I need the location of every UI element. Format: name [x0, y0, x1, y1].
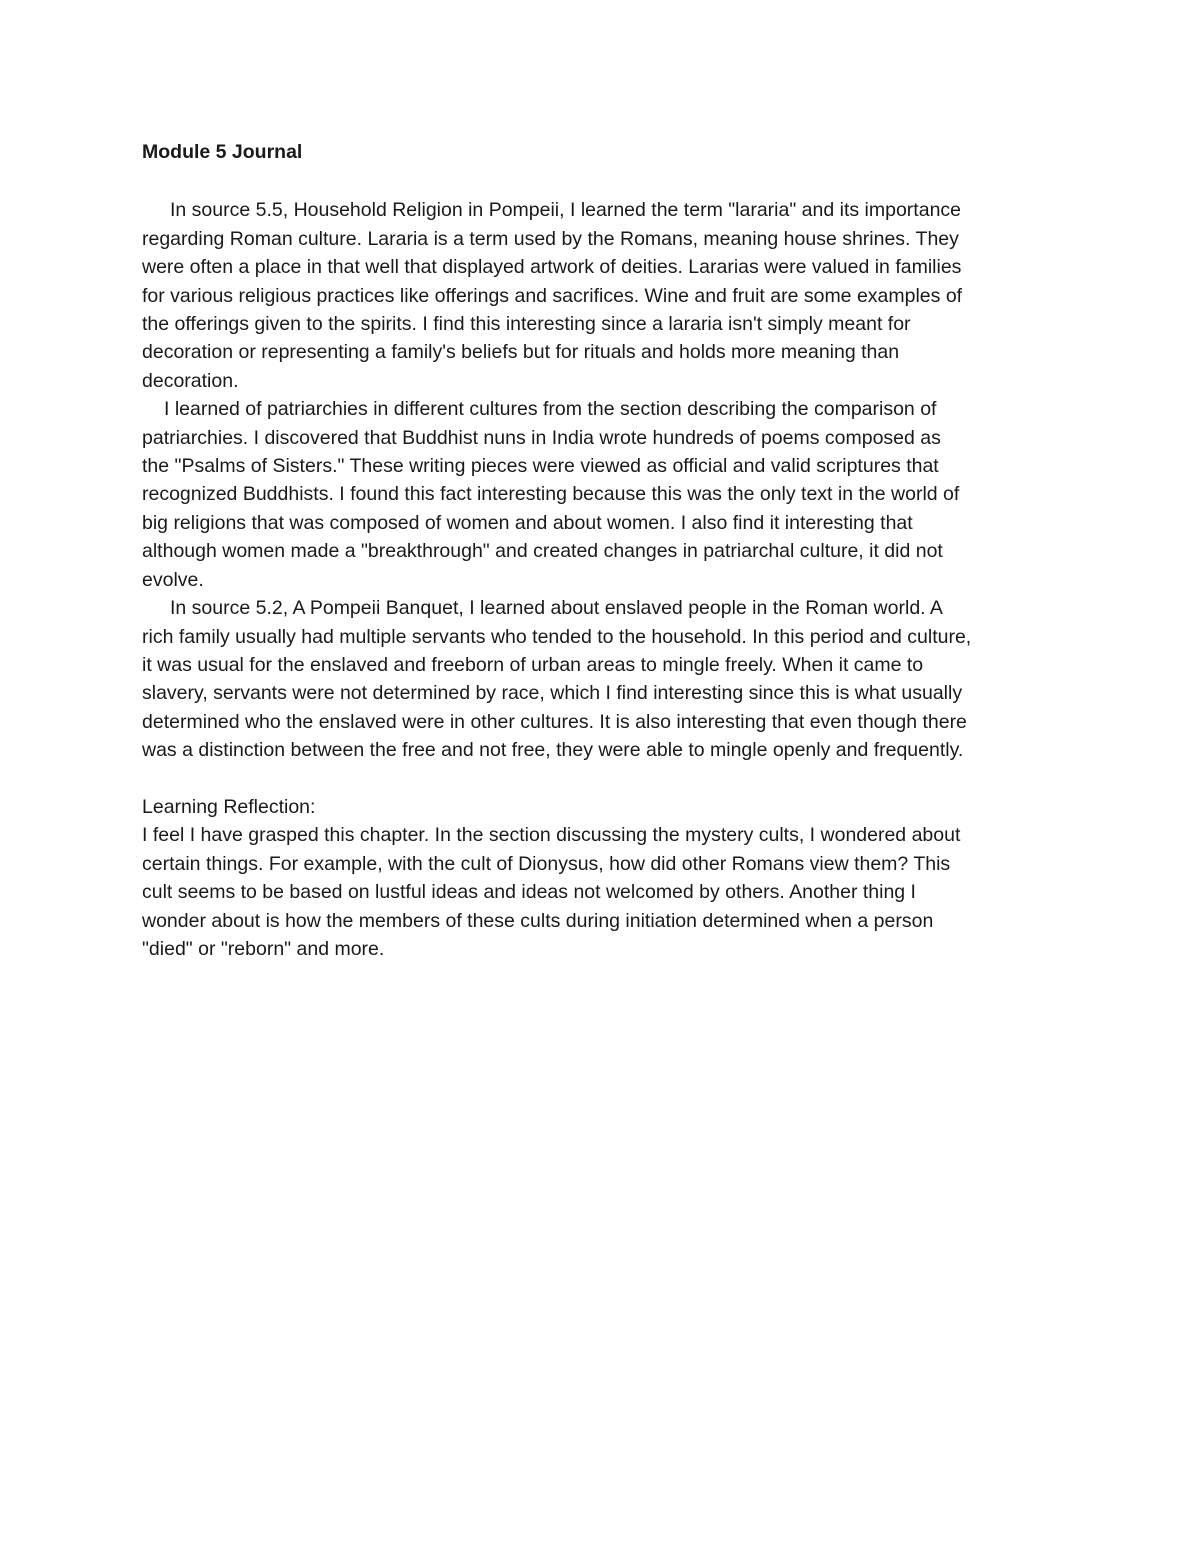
paragraph-line: determined who the enslaved were in other cultures. It is also interesting that even though there: [142, 710, 967, 733]
paragraph-line: rich family usually had multiple servants who tended to the household. In this period and culture,: [142, 625, 972, 648]
paragraph-line: was a distinction between the free and not free, they were able to mingle openly and frequently.: [142, 739, 964, 762]
paragraph-line: In source 5.5, Household Religion in Pompeii, I learned the term "lararia" and its importance: [170, 199, 962, 222]
paragraph-line: evolve.: [142, 568, 204, 591]
reflection-heading: Learning Reflection:: [142, 795, 316, 818]
paragraph-line: "died" or "reborn" and more.: [142, 937, 385, 960]
paragraph-line: were often a place in that well that displayed artwork of deities. Lararias were valued in families: [142, 256, 962, 279]
paragraph-line: I learned of patriarchies in different cultures from the section describing the comparison of: [164, 398, 937, 421]
paragraph-line: the offerings given to the spirits. I find this interesting since a lararia isn't simply meant for: [142, 313, 911, 336]
paragraph-line: although women made a "breakthrough" and created changes in patriarchal culture, it did not: [142, 540, 943, 563]
paragraph-line: it was usual for the enslaved and freeborn of urban areas to mingle freely. When it came to: [142, 653, 924, 676]
paragraph-line: slavery, servants were not determined by race, which I find interesting since this is what usually: [142, 682, 963, 705]
document-page: [142, 138, 1072, 963]
paragraph-line: patriarchies. I discovered that Buddhist nuns in India wrote hundreds of poems composed as: [142, 426, 941, 449]
document-title: Module 5 Journal: [142, 141, 303, 163]
paragraph-line: I feel I have grasped this chapter. In the section discussing the mystery cults, I wondered about: [142, 824, 961, 847]
paragraph-line: cult seems to be based on lustful ideas and ideas not welcomed by others. Another thing I: [142, 881, 916, 904]
paragraph-line: wonder about is how the members of these cults during initiation determined when a person: [142, 909, 934, 932]
paragraph-line: certain things. For example, with the cult of Dionysus, how did other Romans view them? This: [142, 852, 951, 875]
paragraph-line: the "Psalms of Sisters." These writing pieces were viewed as official and valid scriptures that: [142, 455, 939, 478]
paragraph-pompeii-banquet: [142, 594, 1072, 764]
paragraph-line: big religions that was composed of women and about women. I also find it interesting that: [142, 511, 913, 534]
paragraph-line: for various religious practices like offerings and sacrifices. Wine and fruit are some examples of: [142, 284, 963, 307]
blank-line: [142, 765, 1072, 793]
paragraph-line: recognized Buddhists. I found this fact interesting because this was the only text in the world of: [142, 483, 960, 506]
paragraph-line: decoration or representing a family's beliefs but for rituals and holds more meaning than: [142, 341, 900, 364]
paragraph-line: decoration.: [142, 369, 239, 392]
paragraph-line: In source 5.2, A Pompeii Banquet, I learned about enslaved people in the Roman world. A: [170, 597, 943, 620]
paragraph-household-religion: [142, 196, 1072, 395]
learning-reflection-section: [142, 793, 1072, 963]
paragraph-line: regarding Roman culture. Lararia is a term used by the Romans, meaning house shrines. They: [142, 227, 959, 250]
paragraph-patriarchies: [142, 395, 1072, 594]
